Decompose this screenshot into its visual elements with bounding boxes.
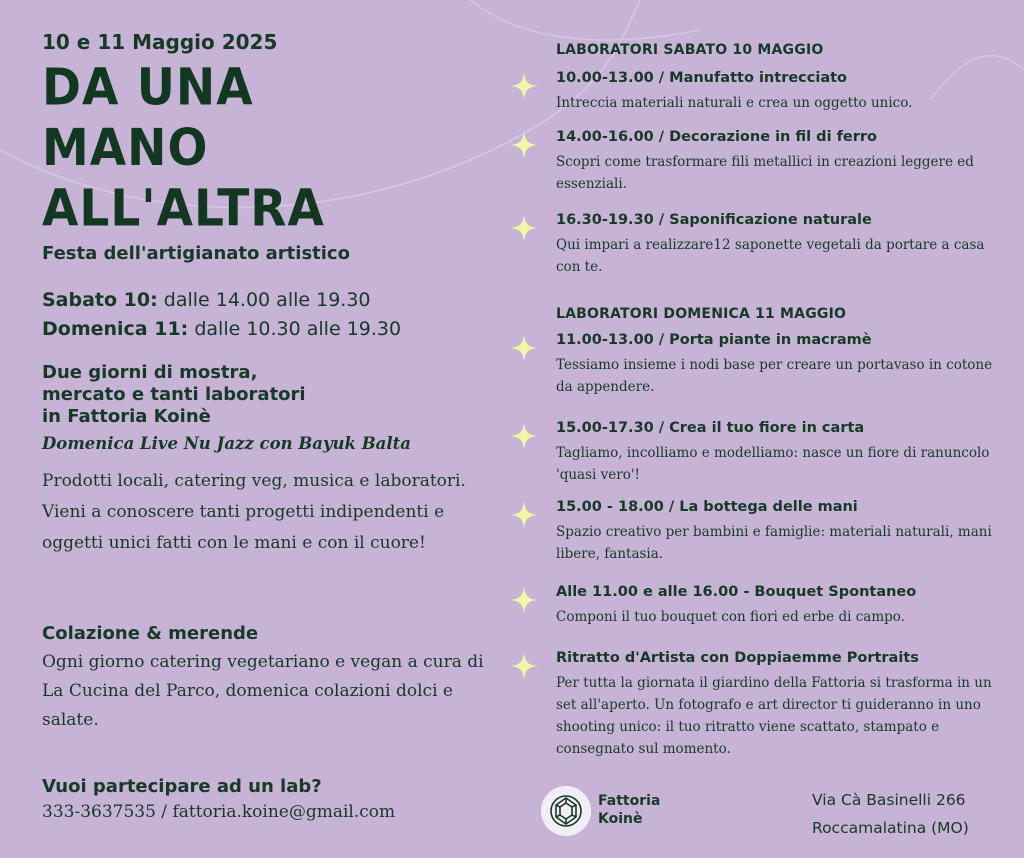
sparkle-icon	[510, 334, 538, 362]
workshop-description: Spazio creativo per bambini e famiglie: materiali naturali, mani libere, fantasia.	[556, 524, 992, 562]
workshop-description: Tagliamo, incolliamo e modelliamo: nasce un fiore di ranuncolo 'quasi vero'!	[556, 445, 990, 483]
logo-line: Fattoria	[598, 793, 661, 809]
lab-question: Vuoi partecipare ad un lab?	[42, 776, 322, 797]
colazione-body: Ogni giorno catering vegetariano e vegan a cura di La Cucina del Parco, domenica colazioni dolci e salate.	[42, 652, 484, 730]
workshop-title: 10.00-13.00 / Manufatto intrecciato	[556, 70, 848, 86]
sparkle-icon	[510, 214, 538, 242]
title-line: MANO	[42, 118, 209, 178]
sparkle-icon	[510, 422, 538, 450]
title-line: DA UNA	[42, 58, 254, 118]
workshop-description: Scopri come trasformare fili metallici in creazioni leggere ed essenziali.	[556, 154, 974, 192]
fattoria-koine-logo	[541, 786, 591, 836]
event-description: Prodotti locali, catering veg, musica e laboratori. Vieni a conoscere tanti progetti indipendenti e oggetti unici fatti con le mani e con il cuore!	[42, 471, 466, 553]
sparkle-icon	[510, 586, 538, 614]
address-line: Via Cà Basinelli 266	[812, 791, 966, 809]
live-music-note: Domenica Live Nu Jazz con Bayuk Balta	[42, 434, 411, 453]
gem-icon	[541, 786, 591, 836]
workshop-title: Ritratto d'Artista con Doppiaemme Portraits	[556, 650, 919, 666]
hours-day: Sabato 10:	[42, 289, 158, 311]
headline-line: Due giorni di mostra,	[42, 362, 258, 383]
workshop-description: Tessiamo insieme i nodi base per creare un portavaso in cotone da appendere.	[556, 357, 993, 395]
section-saturday: LABORATORI SABATO 10 MAGGIO	[556, 42, 824, 58]
hours-row	[42, 286, 401, 315]
hours-day: Domenica 11:	[42, 318, 189, 340]
workshop-title: 16.30-19.30 / Saponificazione naturale	[556, 212, 872, 228]
event-date: 10 e 11 Maggio 2025	[42, 30, 278, 54]
workshop-title: 11.00-13.00 / Porta piante in macramè	[556, 332, 872, 348]
workshop-title: Alle 11.00 e alle 16.00 - Bouquet Spontaneo	[556, 584, 917, 600]
workshop-description: Per tutta la giornata il giardino della Fattoria si trasforma in un set all'aperto. Un fotografo e art director ti guideranno in uno shooting unico: il tuo ritratto viene scattato, stampato e consegnato sul momento.	[556, 675, 992, 757]
sparkle-icon	[510, 131, 538, 159]
event-subtitle: Festa dell'artigianato artistico	[42, 243, 350, 264]
contact-info: 333-3637535 / fattoria.koine@gmail.com	[42, 802, 396, 822]
address-line: Roccamalatina (MO)	[812, 819, 969, 837]
workshop-description: Componi il tuo bouquet con fiori ed erbe di campo.	[556, 609, 905, 625]
colazione-title: Colazione & merende	[42, 623, 259, 644]
title-line: ALL'ALTRA	[42, 178, 325, 239]
headline-line: mercato e tanti laboratori	[42, 384, 306, 405]
hours-time: dalle 14.00 alle 19.30	[157, 289, 371, 311]
hours-time: dalle 10.30 alle 19.30	[188, 318, 402, 340]
opening-hours	[42, 286, 401, 344]
section-sunday: LABORATORI DOMENICA 11 MAGGIO	[556, 306, 847, 322]
headline	[42, 362, 306, 428]
logo-text	[598, 792, 660, 828]
workshop-title: 14.00-16.00 / Decorazione in fil di ferro	[556, 129, 877, 145]
sparkle-icon	[510, 501, 538, 529]
workshop-title: 15.00 - 18.00 / La bottega delle mani	[556, 499, 858, 515]
sparkle-icon	[510, 72, 538, 100]
workshop-title: 15.00-17.30 / Crea il tuo fiore in carta	[556, 420, 865, 436]
event-title	[42, 58, 325, 239]
hours-row	[42, 315, 401, 344]
logo-line: Koinè	[598, 811, 643, 827]
workshop-description: Intreccia materiali naturali e crea un oggetto unico.	[556, 95, 913, 111]
workshop-description: Qui impari a realizzare12 saponette vegetali da portare a casa con te.	[556, 237, 985, 275]
headline-line: in Fattoria Koinè	[42, 406, 211, 427]
address	[812, 786, 969, 842]
sparkle-icon	[510, 652, 538, 680]
